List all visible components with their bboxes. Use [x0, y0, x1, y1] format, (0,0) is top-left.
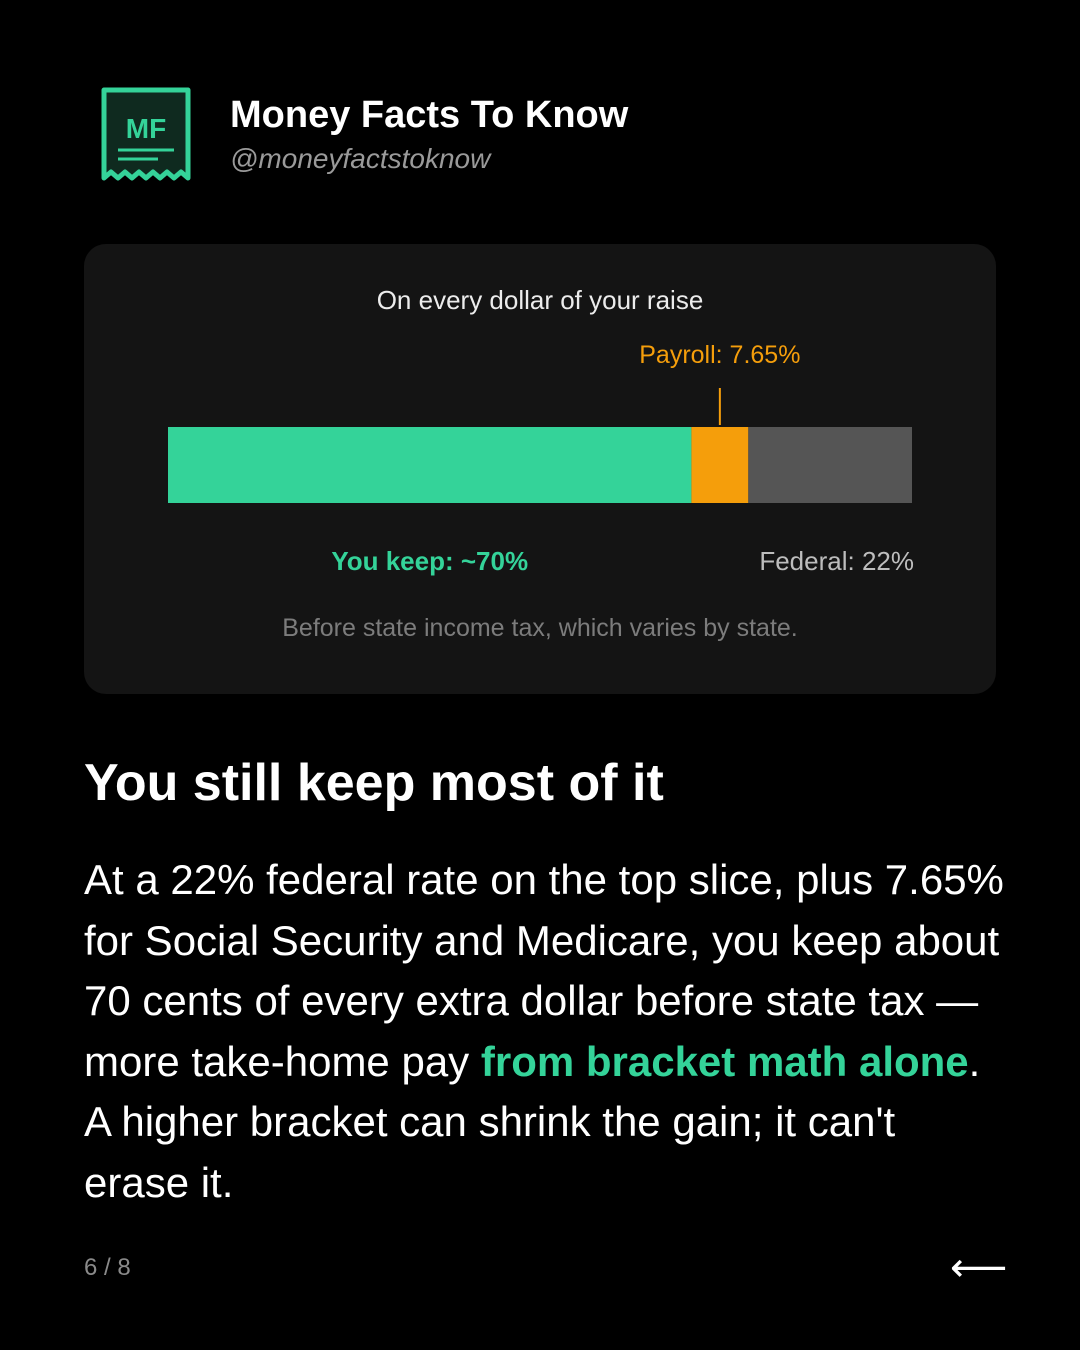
chart-card	[84, 244, 996, 694]
bar-segment-keep	[168, 427, 691, 503]
federal-label: Federal: 22%	[759, 546, 914, 576]
header	[100, 86, 900, 186]
keep-label: You keep: ~70%	[331, 546, 529, 576]
chart-footnote: Before state income tax, which varies by state.	[282, 614, 798, 642]
logo-text: MF	[125, 113, 167, 144]
chart-title: On every dollar of your raise	[376, 285, 704, 315]
receipt-logo-icon	[100, 86, 192, 186]
body-paragraph	[84, 850, 1004, 1213]
body-text-end: . A higher bracket can shrink the gain; it can't erase it.	[84, 1037, 981, 1206]
account-handle: @moneyfactstoknow	[230, 143, 491, 174]
page-indicator: 6 / 8	[84, 1254, 131, 1281]
payroll-label: Payroll: 7.65%	[639, 341, 801, 369]
headline: You still keep most of it	[84, 754, 664, 812]
body-highlight: from bracket math alone	[480, 1037, 969, 1085]
arrow-left-icon[interactable]: ⟵	[950, 1246, 1008, 1290]
body-text-start: At a 22% federal rate on the top slice, plus 7.65% for Social Security and Medicare, you keep about 70 cents of every extra dollar before state tax — more take-home pay	[84, 856, 1004, 1085]
bar-segment-payroll	[691, 427, 748, 503]
account-name: Money Facts To Know	[230, 94, 629, 136]
bar-segment-federal	[748, 427, 912, 503]
